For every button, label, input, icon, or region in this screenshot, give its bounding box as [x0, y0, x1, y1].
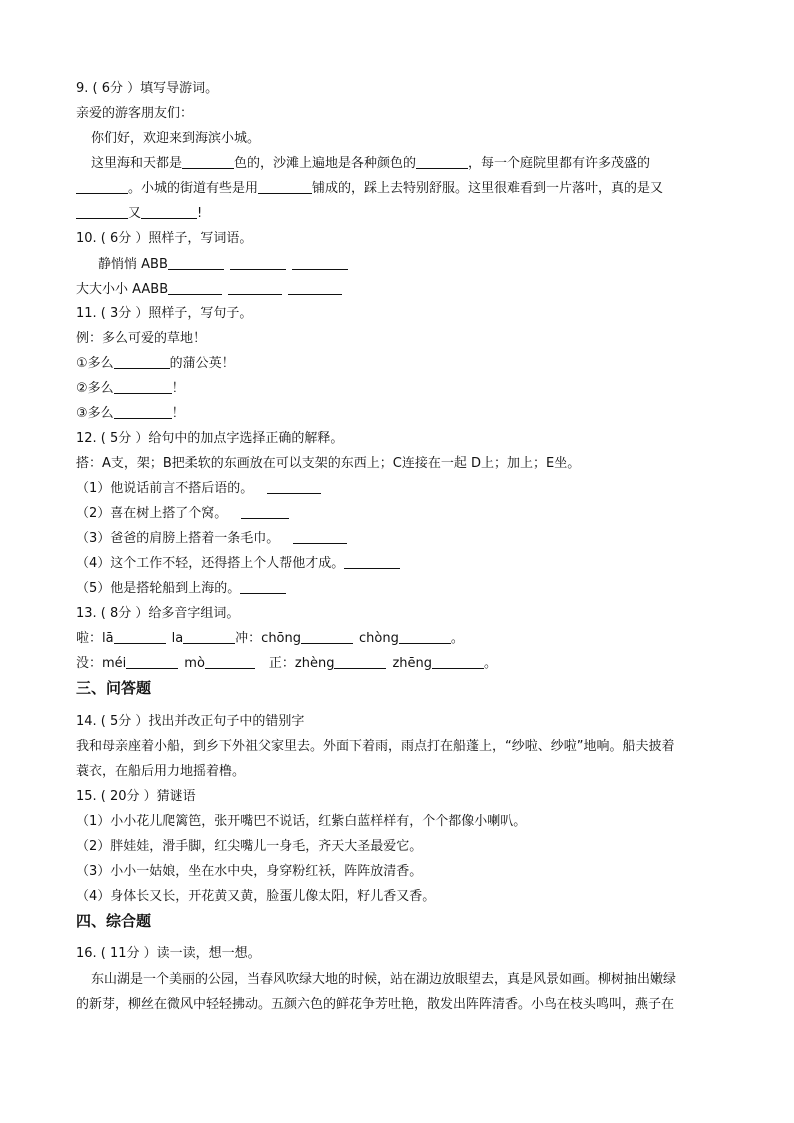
- q9-title: 9. ( 6分 ）填写导游词。: [76, 81, 219, 96]
- q9-hello: 你们好，欢迎来到海滨小城。: [91, 131, 261, 146]
- q13-r1d: chòng: [359, 631, 399, 646]
- q12-s5: [76, 580, 286, 598]
- q12-s2-text: （2）喜在树上搭了个窝。: [76, 506, 228, 521]
- q11-i3b: ！: [171, 406, 185, 421]
- blank[interactable]: [168, 281, 222, 295]
- q12-s1: [76, 480, 321, 498]
- q9-l1b: 色的，沙滩上遍地是各种颜色的: [234, 156, 417, 171]
- q12-s3-text: （3）爸爸的肩膀上搭着一条毛巾。: [76, 531, 280, 546]
- blank[interactable]: [432, 655, 484, 669]
- q13-r1e: 。: [450, 631, 464, 646]
- blank[interactable]: [205, 655, 255, 669]
- q13-r1b: la: [171, 631, 184, 646]
- blank[interactable]: [416, 155, 468, 169]
- blank[interactable]: [241, 505, 289, 519]
- q13-r2b: mò: [184, 656, 205, 671]
- q10-r2-label: 大大小小 AABB: [76, 282, 169, 297]
- q13-r2a: 没：méi: [76, 656, 127, 671]
- q9-line1: [91, 155, 650, 173]
- q16-title: 16. ( 11分 ）读一读，想一想。: [76, 946, 261, 961]
- blank[interactable]: [240, 580, 286, 594]
- q15-title: 15. ( 20分 ）猜谜语: [76, 789, 196, 804]
- blank[interactable]: [114, 630, 166, 644]
- q12-s1-text: （1）他说话前言不搭后语的。: [76, 481, 254, 496]
- q11-i3a: ③多么: [76, 406, 114, 421]
- blank[interactable]: [292, 256, 348, 270]
- q9-line3: [76, 205, 202, 223]
- q11-item1: [76, 355, 235, 373]
- blank[interactable]: [114, 380, 172, 394]
- blank[interactable]: [182, 155, 234, 169]
- q11-item3: [76, 405, 185, 423]
- q13-row1: [76, 630, 464, 648]
- q11-title: 11. ( 3分 ）照样子，写句子。: [76, 306, 253, 321]
- q15-riddle-1: （1）小小花儿爬篱笆，张开嘴巴不说话，红紫白蓝样样有，个个都像小喇叭。: [76, 814, 527, 829]
- q11-i1a: ①多么: [76, 356, 114, 371]
- blank[interactable]: [168, 256, 224, 270]
- q9-l3b: !: [197, 206, 203, 221]
- blank[interactable]: [293, 530, 347, 544]
- q10-r1-label: 静悄悄 ABB: [98, 257, 168, 272]
- q10-row1: [98, 256, 348, 274]
- q9-l2a: 。小城的街道有些是用: [128, 181, 259, 196]
- q13-title: 13. ( 8分 ）给多音字组词。: [76, 606, 240, 621]
- q13-row2: [76, 655, 497, 673]
- blank[interactable]: [114, 355, 170, 369]
- blank[interactable]: [267, 480, 321, 494]
- q9-greeting: 亲爱的游客朋友们：: [76, 106, 194, 121]
- q10-title: 10. ( 6分 ）照样子，写词语。: [76, 231, 253, 246]
- blank[interactable]: [301, 630, 353, 644]
- q15-riddle-4: （4）身体长又长，开花黄又黄，脸蛋儿像太阳，籽儿香又香。: [76, 889, 436, 904]
- q15-riddle-2: （2）胖娃娃，滑手脚，红尖嘴儿一身毛，齐天大圣最爱它。: [76, 839, 423, 854]
- section-heading-3: 三、问答题: [76, 679, 152, 697]
- q9-l3a: 又: [128, 206, 142, 221]
- q13-r2d: zhēng: [392, 656, 433, 671]
- q13-r2e: 。: [484, 656, 498, 671]
- blank[interactable]: [76, 180, 128, 194]
- q14-line2: 蓑衣，在船后用力地摇着橹。: [76, 764, 246, 779]
- q12-options: 搭：A支，架；B把柔软的东画放在可以支架的东西上；C连接在一起 D上；加上；E坐。: [76, 456, 581, 471]
- q12-s3: [76, 530, 347, 548]
- q11-item2: [76, 380, 185, 398]
- section-heading-4: 四、综合题: [76, 912, 152, 930]
- blank[interactable]: [230, 256, 286, 270]
- blank[interactable]: [114, 405, 172, 419]
- blank[interactable]: [183, 630, 235, 644]
- q15-riddle-3: （3）小小一姑娘，坐在水中央，身穿粉红袄，阵阵放清香。: [76, 864, 423, 879]
- blank[interactable]: [334, 655, 386, 669]
- q9-l2b: 铺成的，踩上去特别舒服。这里很难看到一片落叶，真的是又: [312, 181, 664, 196]
- q12-title: 12. ( 5分 ）给句中的加点字选择正确的解释。: [76, 431, 344, 446]
- q16-line2: 的新芽，柳丝在微风中轻轻拂动。五颜六色的鲜花争芳吐艳，散发出阵阵清香。小鸟在枝头鸣叫，燕子在: [76, 997, 675, 1012]
- blank[interactable]: [76, 205, 128, 219]
- q12-s2: [76, 505, 289, 523]
- q13-r2c: 正：zhèng: [268, 656, 335, 671]
- q16-line1: 东山湖是一个美丽的公园，当春风吹绿大地的时候，站在湖边放眼望去，真是风景如画。柳树抽出嫩绿: [91, 972, 677, 987]
- q14-line1: 我和母亲座着小船，到乡下外祖父家里去。外面下着雨，雨点打在船蓬上，“纱啦、纱啦”地响。船夫披着: [76, 739, 675, 754]
- q12-s4: [76, 555, 400, 573]
- q11-i1b: 的蒲公英！: [169, 356, 235, 371]
- blank[interactable]: [126, 655, 178, 669]
- q12-s5-text: （5）他是搭轮船到上海的。: [76, 581, 241, 596]
- q10-row2: [76, 281, 342, 299]
- q13-r1a: 啦：lā: [76, 631, 114, 646]
- q11-example: 例：多么可爱的草地！: [76, 331, 207, 346]
- blank[interactable]: [228, 281, 282, 295]
- q9-line2: [76, 180, 663, 198]
- q14-title: 14. ( 5分 ）找出并改正句子中的错别字: [76, 714, 305, 729]
- blank[interactable]: [141, 205, 197, 219]
- blank[interactable]: [399, 630, 451, 644]
- q11-i2b: ！: [171, 381, 185, 396]
- q9-l1c: ，每一个庭院里都有许多茂盛的: [468, 156, 651, 171]
- blank[interactable]: [344, 555, 400, 569]
- q11-i2a: ②多么: [76, 381, 114, 396]
- blank[interactable]: [258, 180, 312, 194]
- blank[interactable]: [288, 281, 342, 295]
- q12-s4-text: （4）这个工作不轻，还得搭上个人帮他才成。: [76, 556, 345, 571]
- q9-l1a: 这里海和天都是: [91, 156, 183, 171]
- q13-r1c: 冲：chōng: [235, 631, 302, 646]
